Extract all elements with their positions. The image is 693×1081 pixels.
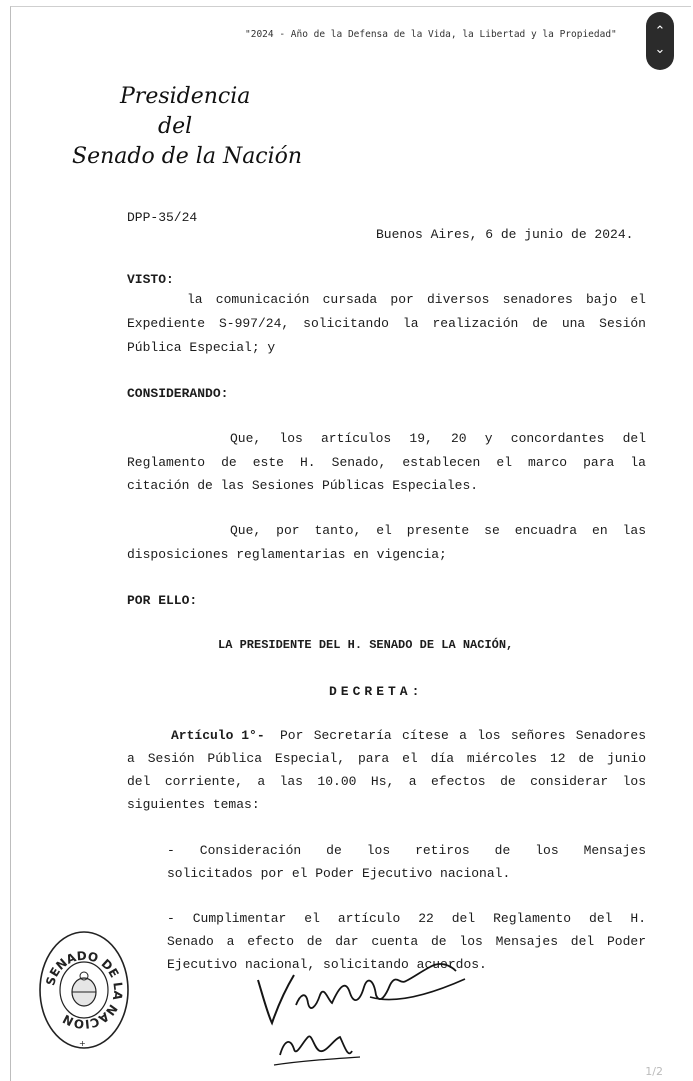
letterhead-line-1: Presidencia [120,84,251,109]
considerando-p2-line-2: disposiciones reglamentarias en vigencia; [127,547,447,562]
article-1-line-1: Por Secretaría cítese a los señores Senadores [280,728,646,743]
considerando-p2-line-1: Que, por tanto, el presente se encuadra en las [230,523,646,538]
letterhead-line-2: del [158,114,193,139]
svg-text:+: + [79,1039,86,1048]
place-date: Buenos Aires, 6 de junio de 2024. [376,227,634,242]
article-1-line-3: del corriente, a las 10.00 Hs, a efectos de considerar los [127,774,646,789]
authority-line: LA PRESIDENTE DEL H. SENADO DE LA NACIÓN, [218,638,514,652]
item-1-line-2: solicitados por el Poder Ejecutivo nacional. [167,866,511,881]
considerando-p1-line-1: Que, los artículos 19, 20 y concordantes del [230,431,646,446]
item-2-line-2: Senado a efecto de dar cuenta de los Mensajes del Poder [167,934,646,949]
considerando-heading: CONSIDERANDO: [127,386,229,401]
svg-text:SENADO DE LA NACION: SENADO DE LA NACION [43,948,126,1032]
por-ello-heading: POR ELLO: [127,593,198,608]
item-1-line-1: - Consideración de los retiros de los Mensajes [167,843,646,858]
item-2-line-3: Ejecutivo nacional, solicitando acuerdos. [167,957,487,972]
item-2-line-1: - Cumplimentar el artículo 22 del Reglamento del H. [167,911,646,926]
chevron-up-icon[interactable]: ⌃ [654,24,666,39]
considerando-p1-line-3: citación de las Sesiones Públicas Especiales. [127,478,479,493]
visto-line-2: Expediente S-997/24, solicitando la realización de una Sesión [127,316,646,331]
article-1-line-4: siguientes temas: [127,797,260,812]
visto-line-3: Pública Especial; y [127,340,276,355]
visto-heading: VISTO: [127,272,174,287]
signature [250,945,490,1080]
letterhead-line-3: Senado de la Nación [72,144,303,169]
article-1-label: Artículo 1°- [171,728,265,743]
page-nav-control [646,12,674,70]
article-1-line-2: a Sesión Pública Especial, para el día miércoles 12 de junio [127,751,646,766]
considerando-p1-line-2: Reglamento de este H. Senado, establecen el marco para la [127,455,646,470]
visto-line-1: la comunicación cursada por diversos senadores bajo el [187,292,646,307]
decreta-heading: DECRETA: [329,684,424,699]
chevron-down-icon[interactable]: ⌄ [654,42,666,57]
page-indicator: 1/2 [645,1065,663,1078]
motto-line: "2024 - Año de la Defensa de la Vida, la Libertad y la Propiedad" [245,29,617,40]
document-ref: DPP-35/24 [127,210,198,225]
senate-seal [38,928,130,1053]
